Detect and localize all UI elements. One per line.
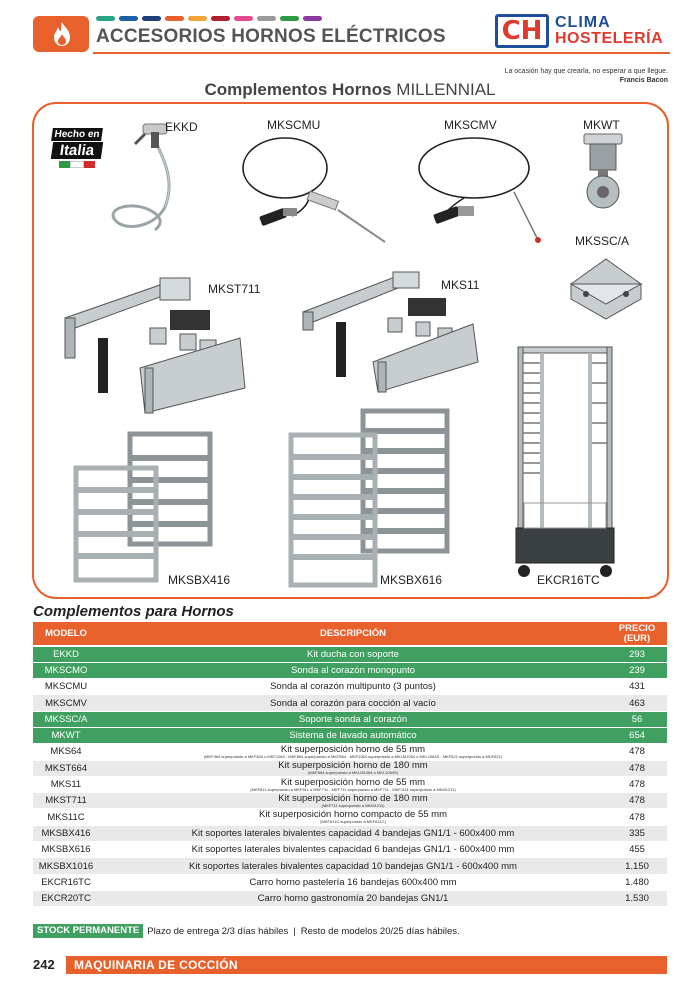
header-divider — [93, 52, 670, 54]
row-description-cell — [99, 760, 607, 776]
color-swatch — [96, 16, 115, 21]
stock-badge: STOCK PERMANENTE — [33, 924, 143, 938]
label-mkst711: MKST711 — [208, 282, 261, 296]
footer-section: MAQUINARIA DE COCCIÓN — [66, 956, 667, 974]
mkwt-image — [578, 132, 628, 222]
row-model: MKST664 — [33, 760, 99, 776]
row-description-cell — [99, 711, 607, 727]
table-row — [33, 809, 667, 825]
stock-text-1: Plazo de entrega 2/3 días hábiles — [147, 925, 289, 937]
row-model: EKCR16TC — [33, 874, 99, 890]
row-description: Kit superposición horno compacto de 55 mm — [259, 809, 447, 821]
row-model: MKSCMV — [33, 695, 99, 711]
row-model: MKSCMO — [33, 662, 99, 678]
page-title: ACCESORIOS HORNOS ELÉCTRICOS — [96, 26, 446, 47]
table-row — [33, 890, 667, 906]
badge-line2: Italia — [51, 142, 103, 159]
color-swatch — [211, 16, 230, 21]
row-price: 478 — [607, 809, 667, 825]
label-mks11: MKS11 — [441, 278, 480, 292]
mksbx616-image — [285, 405, 455, 590]
table-row — [33, 646, 667, 662]
row-description-cell — [99, 662, 607, 678]
stock-text-2: Resto de modelos 20/25 días hábiles. — [300, 925, 460, 937]
mkscmu-image — [240, 130, 390, 248]
row-price: 1.530 — [607, 890, 667, 906]
row-description: Kit superposición horno de 180 mm — [278, 760, 428, 772]
color-swatches — [96, 16, 322, 21]
row-description: Carro horno gastronomía 20 bandejas GN1/1 — [257, 893, 449, 905]
row-model: MKS11C — [33, 809, 99, 825]
label-mksbx416: MKSBX416 — [168, 573, 231, 587]
row-description: Kit ducha con soporte — [307, 648, 399, 660]
color-swatch — [142, 16, 161, 21]
row-description: Carro horno pastelería 16 bandejas 600x400 mm — [249, 876, 457, 888]
table-header-row — [33, 622, 667, 646]
row-description: Kit superposición horno de 55 mm — [280, 743, 426, 755]
row-description-cell — [99, 793, 607, 809]
section-title-light: MILLENNIAL — [396, 80, 496, 99]
row-description-cell — [99, 744, 607, 760]
row-price: 478 — [607, 760, 667, 776]
label-mksbx616: MKSBX616 — [380, 573, 443, 587]
label-ekcr16tc: EKCR16TC — [537, 573, 600, 587]
row-price: 478 — [607, 793, 667, 809]
page-header — [33, 14, 670, 54]
row-model: EKCR20TC — [33, 890, 99, 906]
row-note: (MKF611C superpuesto a MKF611C) — [320, 819, 386, 825]
brand-logo — [495, 14, 670, 50]
table-title: Complementos para Hornos — [33, 603, 234, 620]
col-model: MODELO — [33, 622, 99, 646]
row-price: 1.150 — [607, 858, 667, 874]
row-description-cell — [99, 825, 607, 841]
row-model: MKS64 — [33, 744, 99, 760]
stock-separator: | — [293, 925, 296, 937]
row-model: MKSBX416 — [33, 825, 99, 841]
logo-line2: HOSTELERÍA — [555, 30, 664, 47]
row-price: 654 — [607, 727, 667, 743]
made-in-italy-badge — [52, 128, 102, 174]
row-description-cell — [99, 874, 607, 890]
label-mkscmv: MKSCMV — [444, 118, 497, 132]
row-price: 335 — [607, 825, 667, 841]
row-description: Kit soportes laterales bivalentes capacidad 10 bandejas GN1/1 - 600x400 mm — [189, 860, 517, 872]
table-row — [33, 825, 667, 841]
table-row — [33, 662, 667, 678]
color-swatch — [119, 16, 138, 21]
table-row — [33, 711, 667, 727]
flame-icon — [33, 16, 89, 52]
table-row — [33, 695, 667, 711]
row-note: (MKF664 superpuesto a MKLM1064 o MKL1064S) — [307, 770, 399, 776]
row-description: Sonda al corazón para cocción al vacío — [270, 697, 436, 709]
table-row — [33, 858, 667, 874]
row-description-cell — [99, 858, 607, 874]
label-ekkd: EKKD — [165, 120, 198, 134]
label-mkscmu: MKSCMU — [267, 118, 321, 132]
label-mkwt: MKWT — [583, 118, 620, 132]
row-price: 455 — [607, 842, 667, 858]
color-swatch — [280, 16, 299, 21]
row-description-cell — [99, 646, 607, 662]
section-title — [0, 80, 700, 100]
table-row — [33, 727, 667, 743]
color-swatch — [188, 16, 207, 21]
color-swatch — [257, 16, 276, 21]
table-row — [33, 760, 667, 776]
label-mkssc: MKSSC/A — [575, 234, 630, 248]
stock-info — [33, 924, 460, 938]
row-model: EKKD — [33, 646, 99, 662]
row-description: Kit soportes laterales bivalentes capacidad 6 bandejas GN1/1 - 600x400 mm — [191, 844, 515, 856]
logo-mark: CH — [495, 14, 549, 48]
color-swatch — [165, 16, 184, 21]
row-model: MKSCMU — [33, 679, 99, 695]
mkscmv-image — [414, 130, 544, 245]
table-row — [33, 744, 667, 760]
page-number: 242 — [33, 957, 55, 972]
row-description-cell — [99, 679, 607, 695]
logo-line1: CLIMA — [555, 14, 611, 31]
row-description: Sonda al corazón multipunto (3 puntos) — [270, 681, 436, 693]
row-model: MKSSC/A — [33, 711, 99, 727]
row-description: Kit soportes laterales bivalentes capacidad 4 bandejas GN1/1 - 600x400 mm — [191, 827, 515, 839]
row-price: 56 — [607, 711, 667, 727]
row-price: 463 — [607, 695, 667, 711]
row-price: 478 — [607, 744, 667, 760]
ekkd-image — [105, 122, 185, 240]
mkssc-image — [566, 254, 646, 324]
row-price: 293 — [607, 646, 667, 662]
color-swatch — [234, 16, 253, 21]
row-description-cell — [99, 890, 607, 906]
row-description-cell — [99, 842, 607, 858]
table-row — [33, 874, 667, 890]
row-price: 1.480 — [607, 874, 667, 890]
quote-text: La ocasión hay que crearla, no esperar a que llegue. — [504, 68, 668, 75]
table-row — [33, 842, 667, 858]
row-model: MKS11 — [33, 776, 99, 792]
col-description: DESCRIPCIÓN — [99, 622, 607, 646]
badge-line1: Hecho en — [51, 128, 103, 141]
row-description: Soporte sonda al corazón — [298, 713, 408, 725]
row-description-cell — [99, 695, 607, 711]
row-model: MKWT — [33, 727, 99, 743]
italy-flag-icon — [59, 161, 95, 168]
ekcr16tc-image — [510, 343, 620, 583]
price-table — [33, 622, 667, 907]
table-body — [33, 646, 667, 907]
color-swatch — [303, 16, 322, 21]
row-note: (MKF464 superpuesto a MKF464 o MKF1064 - MKF664 superpuesto a MKF664 - MKF1064 superpuesto a MKLM1064 o MKL1064S - MKF621 superpuesto a MDF621) — [203, 753, 503, 759]
row-model: MKST711 — [33, 793, 99, 809]
table-row — [33, 793, 667, 809]
quote-author: Francis Bacon — [619, 77, 668, 84]
row-description-cell — [99, 776, 607, 792]
mksbx416-image — [70, 428, 220, 588]
row-note: (MKF511 superpuesto a MKF511 o MKF711 - MKF711 superpuesto a MKF711 - MKF1111 superpuesto a MKM1211) — [250, 786, 456, 792]
section-title-bold: Complementos Hornos — [204, 80, 392, 99]
table-row — [33, 679, 667, 695]
row-description: Sistema de lavado automático — [289, 730, 417, 742]
page-footer — [33, 956, 667, 974]
col-price: PRECIO (EUR) — [607, 622, 667, 646]
row-description-cell — [99, 809, 607, 825]
row-price: 478 — [607, 776, 667, 792]
row-note: (MKF711 superpuesto a MKM1211) — [321, 802, 385, 808]
row-description: Sonda al corazón monopunto — [290, 664, 416, 676]
row-description: Kit superposición horno de 180 mm — [278, 792, 428, 804]
table-row — [33, 776, 667, 792]
row-price: 239 — [607, 662, 667, 678]
row-model: MKSBX616 — [33, 842, 99, 858]
row-description: Kit superposición horno de 55 mm — [280, 776, 426, 788]
row-description-cell — [99, 727, 607, 743]
row-price: 431 — [607, 679, 667, 695]
row-model: MKSBX1016 — [33, 858, 99, 874]
